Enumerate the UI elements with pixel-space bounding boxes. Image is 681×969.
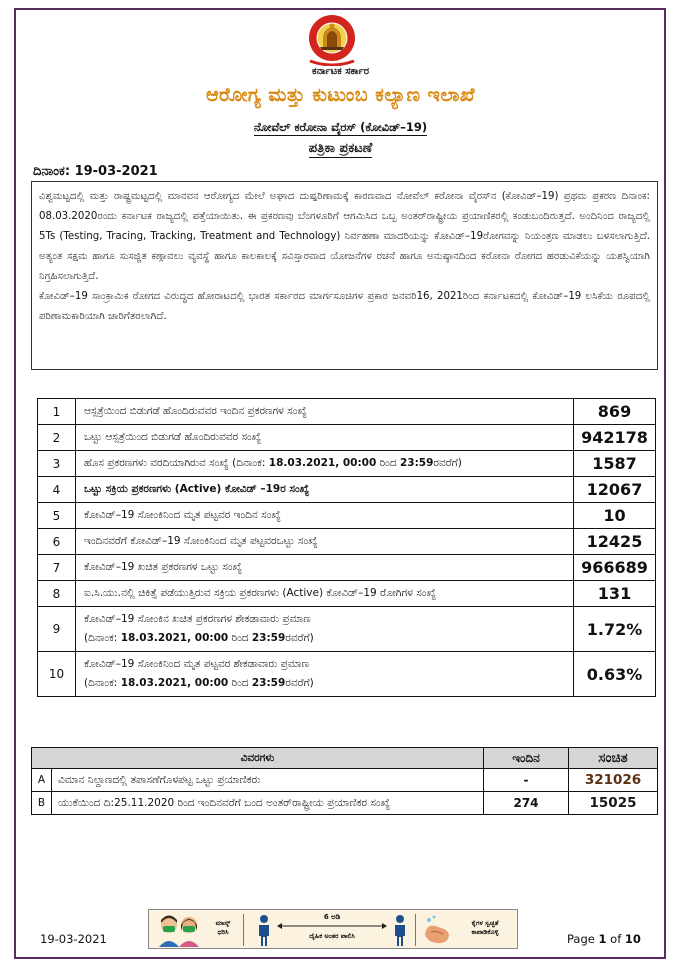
row-description: ಯುಕೆಯಿಂದ ದಿ:25.11.2020 ರಿಂದ ಇಂದಿನವರೆಗೆ ಬಂದ ಅಂತರ್‌ರಾಷ್ಟ್ರೀಯ ಪ್ರಯಾಣಿಕರ ಸಂಖ್ಯೆ bbox=[52, 792, 484, 815]
table-row bbox=[38, 529, 656, 555]
row-description: ಆಸ್ಪತ್ರೆಯಿಂದ ಬಿಡುಗಡೆ ಹೊಂದಿರುವವರ ಇಂದಿನ ಪ್ರಕರಣಗಳ ಸಂಖ್ಯೆ bbox=[76, 399, 574, 425]
date-label: ದಿನಾಂಕ: bbox=[33, 164, 71, 179]
summary-table bbox=[31, 747, 658, 815]
row-description: ಒಟ್ಟು ಆಸ್ಪತ್ರೆಯಿಂದ ಬಿಡುಗಡೆ ಹೊಂದಿರುವವರ ಸಂಖ್ಯೆ bbox=[76, 425, 574, 451]
row-number: 10 bbox=[38, 652, 76, 697]
press-release-title: ಪತ್ರಿಕಾ ಪ್ರಕಟಣೆ bbox=[308, 141, 373, 156]
mask-text: ಮಾಸ್ಕ್ ಧರಿಸಿ bbox=[215, 919, 231, 936]
row-value: 1.72% bbox=[574, 607, 656, 652]
page-number: Page 1 of 10 bbox=[567, 932, 641, 946]
subject-title: ನೋವೆಲ್ ಕರೋನಾ ವೈರಸ್ (ಕೋವಿಡ್–19) bbox=[253, 120, 428, 134]
footer-date: 19-03-2021 bbox=[40, 932, 107, 946]
mask-people-icon bbox=[155, 913, 203, 947]
table-row bbox=[38, 399, 656, 425]
row-description: ಕೋವಿಡ್–19 ಸೋಂಕಿನಿಂದ ಮೃತ ಪಟ್ಟವರ ಇಂದಿನ ಸಂಖ್ಯೆ bbox=[76, 503, 574, 529]
row-value: 131 bbox=[574, 581, 656, 607]
statistics-table bbox=[37, 398, 656, 697]
row-today: 274 bbox=[484, 792, 569, 815]
person-icon bbox=[257, 914, 271, 946]
table-row bbox=[32, 769, 658, 792]
department-title: ಆರೋಗ್ಯ ಮತ್ತು ಕುಟುಂಬ ಕಲ್ಯಾಣ ಇಲಾಖೆ bbox=[205, 84, 476, 106]
banner-divider bbox=[243, 914, 244, 946]
table-row bbox=[38, 425, 656, 451]
row-today: - bbox=[484, 769, 569, 792]
row-cumulative: 15025 bbox=[569, 792, 658, 815]
row-description: ಒಟ್ಟು ಸಕ್ರಿಯ ಪ್ರಕರಣಗಳು (Active) ಕೋವಿಡ್ –19ರ ಸಂಖ್ಯೆ bbox=[76, 477, 574, 503]
row-description: ವಿಮಾನ ನಿಲ್ದಾಣದಲ್ಲಿ ತಪಾಸಣೆಗೊಳಪಟ್ಟ ಒಟ್ಟು ಪ್ರಯಾಣಿಕರು bbox=[52, 769, 484, 792]
table-row bbox=[38, 607, 656, 652]
table-row bbox=[32, 792, 658, 815]
hand-wash-icon bbox=[421, 914, 453, 946]
intro-paragraph: ವಿಶ್ವಮಟ್ಟದಲ್ಲಿ ಮತ್ತು ರಾಷ್ಟ್ರಮಟ್ಟದಲ್ಲಿ ಮಾನವನ ಆರೋಗ್ಯದ ಮೇಲೆ ಅಘಾದ ದುಷ್ಪರಿಣಾಮಕ್ಕೆ ಕಾರಣವಾದ ನೋವೆಲ್ ಕರೋನಾ ವೈರಸ್‌ನ (ಕೋವಿಡ್–19) ಪ್ರಥಮ ಪ್ರಕರಣ ದಿನಾಂಕ: 08.03.2020ರಂದು ಕರ್ನಾಟಕ ರಾಜ್ಯದಲ್ಲಿ ಪತ್ತೆಯಾಯಿತು. ಈ ಪ್ರಕರಣವು ಬೆಂಗಳೂರಿಗೆ ಆಗಮಿಸಿದ ಒಬ್ಬ ಅಂತರ್‌ರಾಷ್ಟ್ರೀಯ ಪ್ರಯಾಣಿಕರಲ್ಲಿ ಕಂಡುಬಂದಿರುತ್ತದೆ. ಅಂದಿನಿಂದ ರಾಜ್ಯದಲ್ಲಿ 5Ts (Testing, Tracing, Tracking, Treatment and Technology) ನಿರ್ವಹಣಾ ಮಾದರಿಯನ್ನು ಕೋವಿಡ್–19ರೋಗವನ್ನು ನಿಯಂತ್ರಣ ಮಾಡಲು ಬಳಸಲಾಗುತ್ತಿದೆ. ಅತ್ಯಂತ ಸಕ್ಷಮ ಹಾಗೂ ಸುಸಜ್ಜಿತ ಕಣ್ಗಾವಲು ವ್ಯವಸ್ಥೆ ಹಾಗೂ ಕಾಲಕಾಲಕ್ಕೆ ಸವಿಸ್ತಾರವಾದ ಯೋಜನೆಗಳ ರಚನೆ ಹಾಗೂ ಅನುಷ್ಠಾನದಿಂದ ಕರೋನಾ ರೋಗದ ಹರಡುವಿಕೆಯನ್ನು ಯಶಸ್ವಿಯಾಗಿ ನಿಗ್ರಹಿಸಲಾಗುತ್ತಿದೆ. bbox=[39, 191, 650, 282]
row-number: 6 bbox=[38, 529, 76, 555]
row-number: 1 bbox=[38, 399, 76, 425]
row-number: 7 bbox=[38, 555, 76, 581]
table-row bbox=[38, 581, 656, 607]
row-description: ಕೋವಿಡ್–19 ಖಚಿತ ಪ್ರಕರಣಗಳ ಒಟ್ಟು ಸಂಖ್ಯೆ bbox=[76, 555, 574, 581]
row-value: 942178 bbox=[574, 425, 656, 451]
row-description: ಐ.ಸಿ.ಯು.ನಲ್ಲಿ ಚಿಕಿತ್ಸೆ ಪಡೆಯುತ್ತಿರುವ ಸಕ್ರಿಯ ಪ್ರಕರಣಗಳು (Active) ಕೋವಿಡ್–19 ರೋಗಿಗಳ ಸಂಖ್ಯೆ bbox=[76, 581, 574, 607]
row-number: 4 bbox=[38, 477, 76, 503]
table-row bbox=[38, 503, 656, 529]
covid-safety-banner bbox=[148, 909, 518, 949]
row-value: 0.63% bbox=[574, 652, 656, 697]
header-today: ಇಂದಿನ bbox=[484, 748, 569, 769]
header-cumulative: ಸಂಚಿತ bbox=[569, 748, 658, 769]
table-header-row bbox=[32, 748, 658, 769]
row-value: 12067 bbox=[574, 477, 656, 503]
row-value: 869 bbox=[574, 399, 656, 425]
row-description: ಹೊಸ ಪ್ರಕರಣಗಳು ವರದಿಯಾಗಿರುವ ಸಂಖ್ಯೆ (ದಿನಾಂಕ: 18.03.2021, 00:00 ರಿಂದ 23:59ರವರೆಗೆ) bbox=[76, 451, 574, 477]
release-date bbox=[33, 164, 158, 179]
row-value: 12425 bbox=[574, 529, 656, 555]
row-value: 1587 bbox=[574, 451, 656, 477]
row-key: A bbox=[32, 769, 52, 792]
table-row bbox=[38, 477, 656, 503]
distance-value: 6 ಅಡಿ bbox=[323, 913, 341, 921]
table-row bbox=[38, 451, 656, 477]
row-value: 966689 bbox=[574, 555, 656, 581]
table-row bbox=[38, 555, 656, 581]
distance-arrow-icon bbox=[277, 923, 387, 929]
date-value: 19-03-2021 bbox=[74, 164, 158, 179]
row-number: 8 bbox=[38, 581, 76, 607]
government-label: ಕರ್ನಾಟಕ ಸರ್ಕಾರ bbox=[311, 66, 370, 77]
person-icon bbox=[393, 914, 407, 946]
row-key: B bbox=[32, 792, 52, 815]
row-number: 9 bbox=[38, 607, 76, 652]
row-description: ಕೋವಿಡ್–19 ಸೋಂಕಿನ ಖಚಿತ ಪ್ರಕರಣಗಳ ಶೇಕಡಾವಾರು ಪ್ರಮಾಣ (ದಿನಾಂಕ: 18.03.2021, 00:00 ರಿಂದ 23:59ರವರೆಗೆ) bbox=[76, 607, 574, 652]
header-details: ವಿವರಗಳು bbox=[32, 748, 484, 769]
row-number: 3 bbox=[38, 451, 76, 477]
hand-wash-text: ಕೈಗಳ ಸ್ವಚ್ಛತೆ ಕಾಪಾಡಿಕೊಳ್ಳಿ bbox=[471, 919, 499, 936]
table-row bbox=[38, 652, 656, 697]
intro-box bbox=[31, 181, 658, 370]
row-description: ಇಂದಿನವರೆಗೆ ಕೋವಿಡ್–19 ಸೋಂಕಿನಿಂದ ಮೃತ ಪಟ್ಟವರಒಟ್ಟು ಸಂಖ್ಯೆ bbox=[76, 529, 574, 555]
banner-divider bbox=[415, 914, 416, 946]
row-cumulative: 321026 bbox=[569, 769, 658, 792]
intro-paragraph: ಕೋವಿಡ್–19 ಸಾಂಕ್ರಾಮಿಕ ರೋಗದ ವಿರುದ್ಧದ ಹೋರಾಟದಲ್ಲಿ ಭಾರತ ಸರ್ಕಾರದ ಮಾರ್ಗಸೂಚಿಗಳ ಪ್ರಕಾರ ಜನವರಿ16, 2021ರಿಂದ ಕರ್ನಾಟಕದಲ್ಲಿ ಕೋವಿಡ್–19 ಲಸಿಕೆಯ ರೂಪದಲ್ಲಿ ಪರಿಣಾಮಕಾರಿಯಾಗಿ ಜಾರಿಗೆತರಲಾಗಿದೆ. bbox=[39, 291, 650, 322]
row-description: ಕೋವಿಡ್–19 ಸೋಂಕಿನಿಂದ ಮೃತ ಪಟ್ಟವರ ಶೇಕಡಾವಾರು ಪ್ರಮಾಣ (ದಿನಾಂಕ: 18.03.2021, 00:00 ರಿಂದ 23:59ರವರೆಗೆ) bbox=[76, 652, 574, 697]
distance-text: ದೈಹಿಕ ಅಂತರ ಪಾಲಿಸಿ bbox=[309, 932, 355, 940]
karnataka-emblem-icon bbox=[296, 14, 368, 66]
row-number: 5 bbox=[38, 503, 76, 529]
row-number: 2 bbox=[38, 425, 76, 451]
row-value: 10 bbox=[574, 503, 656, 529]
